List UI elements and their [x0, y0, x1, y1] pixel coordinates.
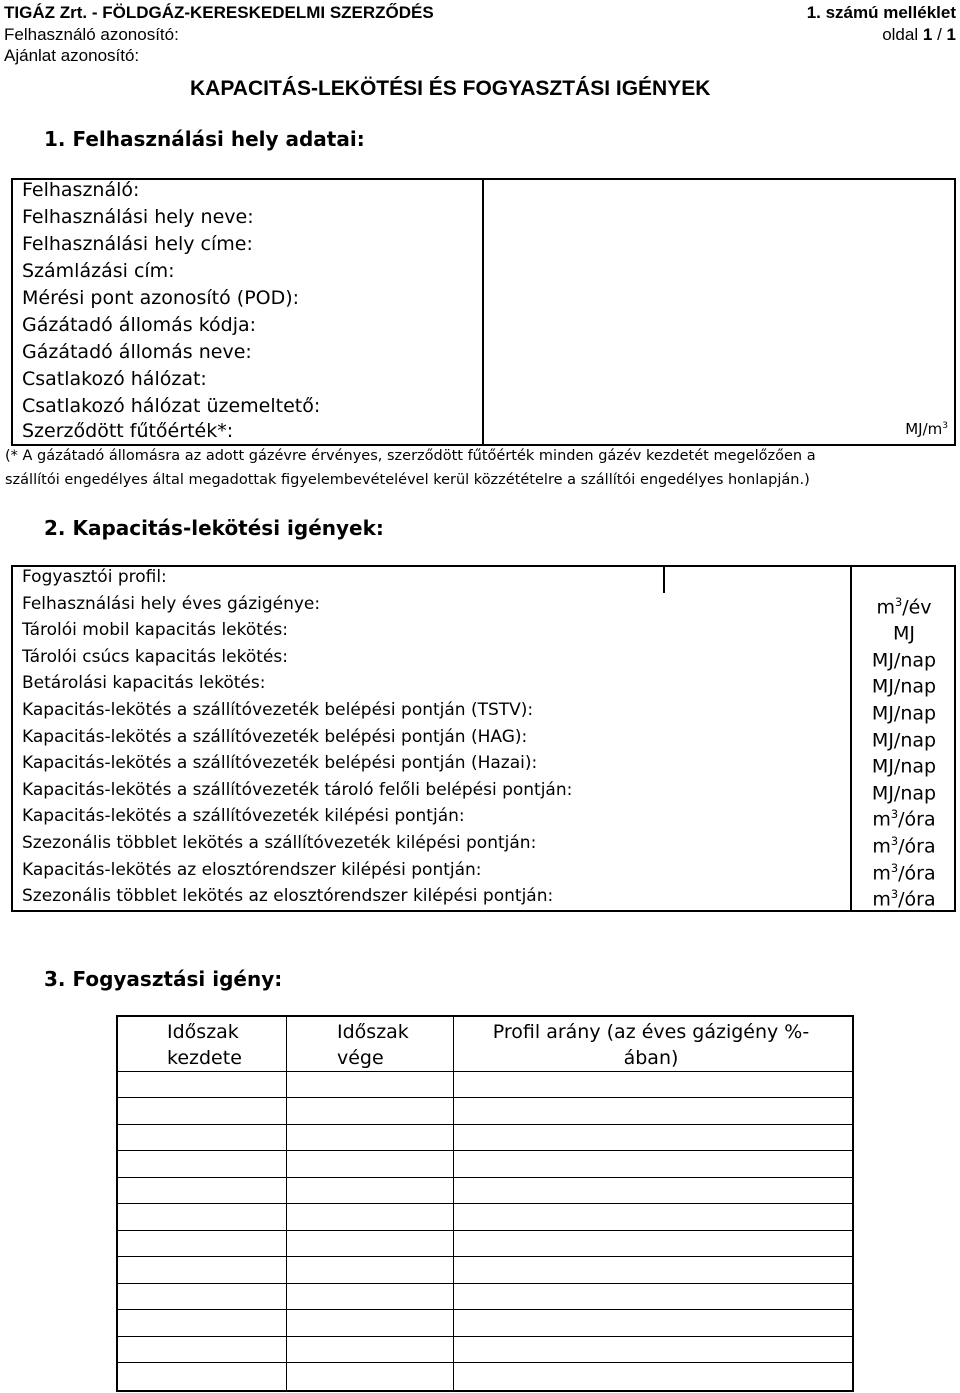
capacity-row-label: Kapacitás-lekötés a szállítóvezeték belépési pontján (TSTV):: [22, 700, 534, 720]
page-separator: /: [937, 25, 942, 44]
capacity-row-label: Szezonális többlet lekötés a szállítóvezeték kilépési pontján:: [22, 833, 537, 853]
page-current: 1: [922, 25, 933, 44]
unit-base: m: [872, 862, 891, 885]
capacity-row-label: Betárolási kapacitás lekötés:: [22, 673, 266, 693]
profile-input-divider: [663, 565, 665, 593]
consumption-row-divider: [117, 1124, 853, 1125]
unit-base: MJ: [893, 622, 915, 645]
capacity-row-label: Kapacitás-lekötés az elosztórendszer kilépési pontján:: [22, 860, 482, 880]
footnote-line-1: (* A gázátadó állomásra az adott gázévre érvényes, szerződött fűtőérték minden gázév kezdetét megelőzően a: [5, 448, 816, 464]
capacity-row-label: Tárolói mobil kapacitás lekötés:: [22, 620, 288, 640]
page-label: oldal: [882, 25, 919, 44]
consumption-row-divider: [117, 1256, 853, 1257]
footnote-line-2: szállítói engedélyes által megadottak figyelembevételével kerül közzétételre a szállítói engedélyes honlapján.): [5, 472, 810, 488]
row-label-network: Csatlakozó hálózat:: [22, 368, 207, 390]
consumption-row-divider: [117, 1230, 853, 1231]
unit-suffix: /óra: [898, 862, 936, 885]
unit-exponent: 3: [890, 861, 899, 875]
row-label-user: Felhasználó:: [22, 179, 140, 201]
consumption-row-divider: [117, 1362, 853, 1363]
capacity-row-unit: [851, 648, 957, 671]
unit-suffix: /óra: [898, 888, 936, 911]
consumption-row-divider: [117, 1203, 853, 1204]
capacity-row-unit: [851, 861, 957, 884]
capacity-row-label: Kapacitás-lekötés a szállítóvezeték kilépési pontján:: [22, 806, 465, 826]
unit-base: MJ/nap: [871, 755, 937, 778]
site-data-divider: [482, 178, 484, 446]
capacity-row-unit: [851, 807, 957, 830]
capacity-row-label: Tárolói csúcs kapacitás lekötés:: [22, 647, 288, 667]
capacity-row-label: Kapacitás-lekötés a szállítóvezeték tároló felőli belépési pontján:: [22, 780, 573, 800]
unit-base: MJ/nap: [871, 729, 937, 752]
unit-base: m: [872, 808, 891, 831]
unit-base: MJ/nap: [871, 675, 937, 698]
col-period-start-line1: Időszak: [167, 1021, 239, 1043]
heating-unit-exponent: 3: [942, 421, 948, 431]
unit-base: m: [876, 596, 895, 619]
row-label-pod: Mérési pont azonosító (POD):: [22, 287, 300, 309]
unit-base: MJ/nap: [871, 649, 937, 672]
capacity-row-unit: [851, 595, 957, 618]
unit-base: m: [872, 888, 891, 911]
unit-exponent: 3: [894, 595, 903, 609]
capacity-row-label: Kapacitás-lekötés a szállítóvezeték belépési pontján (Hazai):: [22, 753, 538, 773]
company-contract-title: TIGÁZ Zrt. - FÖLDGÁZ-KERESKEDELMI SZERZŐDÉS: [4, 3, 434, 22]
col-period-start: [167, 1019, 242, 1071]
consumption-row-divider: [117, 1177, 853, 1178]
page-title: KAPACITÁS-LEKÖTÉSI ÉS FOGYASZTÁSI IGÉNYEK: [190, 77, 711, 100]
section2-heading: 2. Kapacitás-lekötési igények:: [44, 516, 384, 540]
col-profile-ratio-line2: ában): [623, 1047, 679, 1069]
row-label-site-address: Felhasználási hely címe:: [22, 233, 253, 255]
unit-suffix: /óra: [898, 808, 936, 831]
capacity-row-unit: [851, 674, 957, 697]
unit-base: MJ/nap: [871, 702, 937, 725]
col-period-end: [337, 1019, 409, 1071]
unit-exponent: 3: [890, 834, 899, 848]
col-period-end-line2: vége: [337, 1047, 384, 1069]
heating-value-unit: [905, 420, 948, 438]
capacity-row-label: Felhasználási hely éves gázigénye:: [22, 594, 321, 614]
consumption-row-divider: [117, 1071, 853, 1072]
unit-suffix: /óra: [898, 835, 936, 858]
col-profile-ratio-line1: Profil arány (az éves gázigény %-: [492, 1021, 810, 1043]
capacity-row-unit: [851, 887, 957, 910]
offer-id-label: Ajánlat azonosító:: [4, 46, 140, 65]
page-indicator: [882, 25, 956, 45]
user-id-label: Felhasználó azonosító:: [4, 25, 179, 44]
unit-base: MJ/nap: [871, 782, 937, 805]
col-period-end-line1: Időszak: [337, 1021, 409, 1043]
capacity-row-unit: [851, 754, 957, 777]
capacity-row-unit: [851, 621, 957, 644]
capacity-row-label: Szezonális többlet lekötés az elosztórendszer kilépési pontján:: [22, 886, 554, 906]
unit-exponent: 3: [890, 807, 899, 821]
section3-heading: 3. Fogyasztási igény:: [44, 967, 283, 991]
row-label-station-name: Gázátadó állomás neve:: [22, 341, 252, 363]
col-period-start-line2: kezdete: [167, 1047, 242, 1069]
consumption-row-divider: [117, 1150, 853, 1151]
capacity-row-label: Fogyasztói profil:: [22, 567, 167, 587]
heating-unit-base: MJ/m: [905, 420, 943, 438]
capacity-row-unit: [851, 834, 957, 857]
capacity-row-label: Kapacitás-lekötés a szállítóvezeték belépési pontján (HAG):: [22, 727, 528, 747]
unit-exponent: 3: [890, 887, 899, 901]
section1-heading: 1. Felhasználási hely adatai:: [44, 127, 365, 151]
capacity-row-unit: [851, 728, 957, 751]
page-total: 1: [946, 25, 956, 44]
unit-suffix: /év: [902, 596, 932, 619]
col-profile-ratio: [462, 1019, 840, 1071]
consumption-row-divider: [117, 1309, 853, 1310]
unit-base: m: [872, 835, 891, 858]
row-label-billing-address: Számlázási cím:: [22, 260, 175, 282]
consumption-row-divider: [117, 1097, 853, 1098]
capacity-row-unit: [851, 701, 957, 724]
consumption-row-divider: [117, 1283, 853, 1284]
annex-label: 1. számú melléklet: [806, 3, 956, 22]
row-label-network-operator: Csatlakozó hálózat üzemeltető:: [22, 395, 321, 417]
capacity-row-unit: [851, 781, 957, 804]
consumption-row-divider: [117, 1336, 853, 1337]
row-label-heating-value: Szerződött fűtőérték*:: [22, 420, 234, 442]
row-label-station-code: Gázátadó állomás kódja:: [22, 314, 257, 336]
row-label-site-name: Felhasználási hely neve:: [22, 206, 254, 228]
